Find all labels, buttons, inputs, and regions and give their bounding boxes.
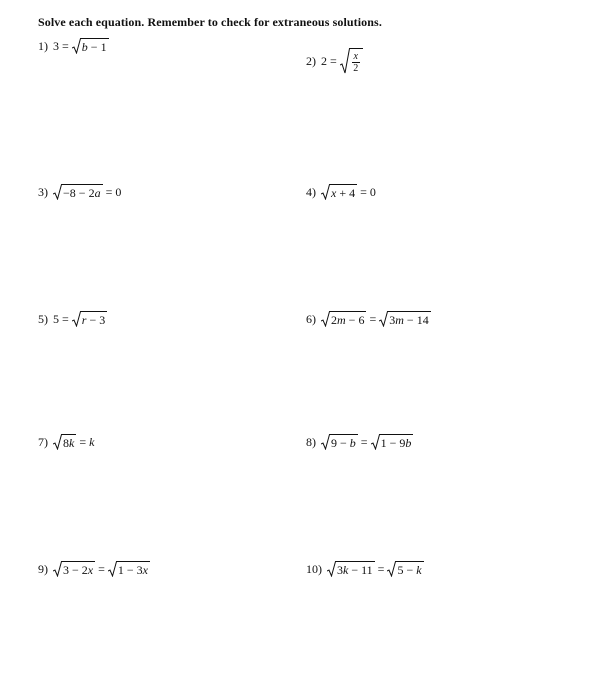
- problem-number: 7): [38, 435, 48, 449]
- problem-3: 3) −8 − 2a = 0: [38, 185, 122, 200]
- problem-number: 2): [306, 53, 316, 68]
- problem-number: 6): [306, 312, 316, 326]
- problem-10: 10) 3k − 11 = 5 − k: [306, 562, 422, 577]
- square-root: 9 − b: [321, 434, 358, 451]
- instructions: Solve each equation. Remember to check for extraneous solutions.: [38, 15, 382, 29]
- problem-8: 8) 9 − b = 1 − 9b: [306, 435, 412, 450]
- problem-number: 10): [306, 562, 322, 576]
- square-root: 8k: [53, 434, 76, 451]
- square-root: 1 − 9b: [371, 434, 414, 451]
- square-root: r − 3: [72, 311, 107, 328]
- square-root: 3m − 14: [379, 311, 430, 328]
- square-root: −8 − 2a: [53, 184, 103, 201]
- problem-6: 6) 2m − 6 = 3m − 14: [306, 312, 429, 327]
- problem-number: 4): [306, 185, 316, 199]
- problem-number: 3): [38, 185, 48, 199]
- problem-7: 7) 8k = k: [38, 435, 95, 450]
- square-root: x + 4: [321, 184, 357, 201]
- problem-number: 5): [38, 312, 48, 326]
- square-root: 3k − 11: [327, 561, 375, 578]
- problem-4: 4) x + 4 = 0: [306, 185, 376, 200]
- problem-2: 2) 2 = $\frac{x}{2}$: [306, 48, 363, 74]
- square-root: 5 − k: [387, 561, 423, 578]
- square-root: 2m − 6: [321, 311, 366, 328]
- problem-number: 1): [38, 39, 48, 53]
- square-root: 1 − 3x: [108, 561, 150, 578]
- clipped-header: [30, 0, 587, 6]
- problem-number: 8): [306, 435, 316, 449]
- square-root: $\frac{x}{2}$: [340, 48, 363, 74]
- square-root: b − 1: [72, 38, 109, 55]
- square-root: 3 − 2x: [53, 561, 95, 578]
- problem-1: 1) 3 = b − 1: [38, 39, 107, 54]
- problem-9: 9) 3 − 2x = 1 − 3x: [38, 562, 148, 577]
- problem-5: 5) 5 = r − 3: [38, 312, 106, 327]
- problem-number: 9): [38, 562, 48, 576]
